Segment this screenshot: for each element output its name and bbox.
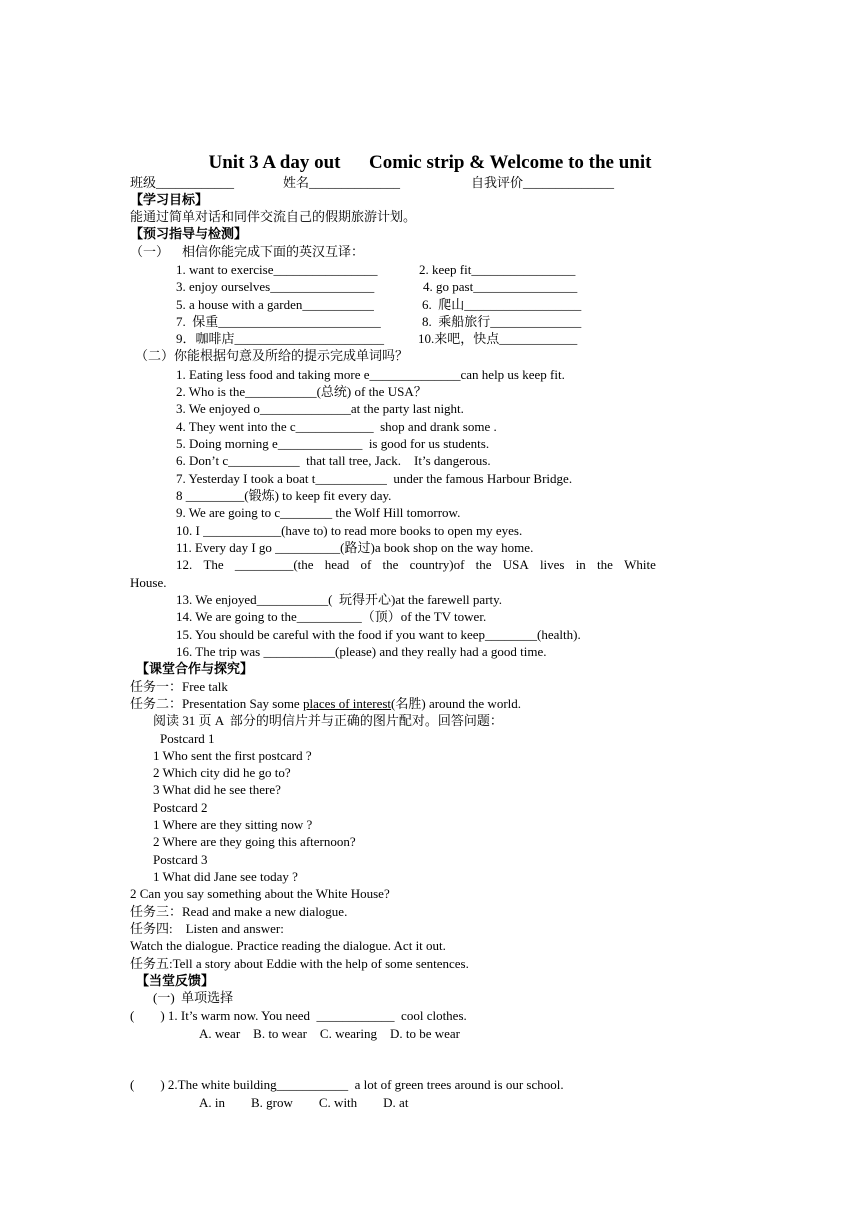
class-field-label: 班级____________ (130, 175, 235, 190)
word-item-15: 15. You should be careful with the food if you want to keep________(health). (176, 627, 581, 642)
translation-item-7: 7. 保重_________________________ (176, 314, 381, 329)
word-item-12 (176, 556, 656, 573)
word-item-12-continued: House. (130, 575, 167, 590)
feedback-heading: 【当堂反馈】 (136, 973, 215, 988)
translation-item-8: 8. 乘船旅行______________ (422, 314, 582, 329)
task-2-text: 任务二：Presentation Say some (130, 696, 303, 711)
task-5: 任务五:Tell a story about Eddie with the help of some sentences. (130, 956, 469, 971)
postcard-2-question-2: 2 Where are they going this afternoon? (153, 834, 356, 849)
preview-heading: 【预习指导与检测】 (130, 226, 248, 241)
word-item-9: 9. We are going to c________ the Wolf Hill tomorrow. (176, 505, 461, 520)
coop-heading: 【课堂合作与探究】 (136, 661, 254, 676)
task-1: 任务一：Free talk (130, 679, 228, 694)
postcard-1-question-2: 2 Which city did he go to? (153, 765, 291, 780)
question-1-options: A. wear B. to wear C. wearing D. to be wear (199, 1026, 461, 1041)
word-item-3: 3. We enjoyed o______________at the party last night. (176, 401, 464, 416)
task-2 (130, 695, 521, 712)
part1-heading: （一） 相信你能完成下面的英汉互译： (130, 244, 365, 259)
word-item-1: 1. Eating less food and taking more e______________can help us keep fit. (176, 367, 565, 382)
places-of-interest-term: places of interest (302, 696, 392, 711)
word-item-13: 13. We enjoyed___________( 玩得开心)at the farewell party. (176, 592, 503, 607)
question-2-options: A. in B. grow C. with D. at (199, 1095, 409, 1110)
goals-text: 能通过简单对话和同伴交流自己的假期旅游计划。 (130, 209, 417, 224)
reading-instruction: 阅读 31 页 A 部分的明信片并与正确的图片配对。回答问题： (153, 713, 503, 728)
translation-item-2: 2. keep fit________________ (419, 262, 576, 277)
postcard-3-question-2: 2 Can you say something about the White House? (130, 886, 390, 901)
word-item-12-part: USA (502, 557, 529, 572)
translation-item-10: 10.来吧，快点____________ (418, 331, 578, 346)
word-item-12-part: 12. (176, 557, 193, 572)
postcard-3-question-1: 1 What did Jane see today ? (153, 869, 298, 884)
postcard-3-label: Postcard 3 (153, 852, 208, 867)
word-item-12-part: White (624, 557, 656, 572)
postcard-2-label: Postcard 2 (153, 800, 208, 815)
task-2-text-end: (名胜) around the world. (391, 696, 522, 711)
word-item-2: 2. Who is the___________(总统) of the USA？ (176, 384, 427, 399)
word-item-16: 16. The trip was ___________(please) and they really had a good time. (176, 644, 547, 659)
postcard-1-question-1: 1 Who sent the first postcard ? (153, 748, 312, 763)
word-item-4: 4. They went into the c____________ shop and drank some . (176, 419, 497, 434)
question-2: ( ) 2.The white building___________ a lot of green trees around is our school. (130, 1077, 564, 1092)
word-item-6: 6. Don’t c___________ that tall tree, Jack. It’s dangerous. (176, 453, 491, 468)
word-item-12-part: of (360, 557, 372, 572)
task-4: 任务四: Listen and answer: (130, 921, 284, 936)
translation-item-9: 9．咖啡店_______________________ (176, 331, 385, 346)
word-item-12-part: The (203, 557, 224, 572)
task-4-text: Watch the dialogue. Practice reading the dialogue. Act it out. (130, 938, 446, 953)
goals-heading: 【学习目标】 (130, 192, 209, 207)
postcard-1-label: Postcard 1 (160, 731, 215, 746)
self-eval-label: 自我评价______________ (471, 175, 615, 190)
word-item-12-part: the (382, 557, 399, 572)
translation-item-6: 6. 爬山__________________ (422, 297, 582, 312)
translation-item-5: 5. a house with a garden___________ (176, 297, 374, 312)
word-item-12-part: lives (539, 557, 565, 572)
translation-item-4: 4. go past________________ (423, 279, 578, 294)
word-item-12-part: _________(the (234, 557, 314, 572)
word-item-8: 8 _________(锻炼) to keep fit every day. (176, 488, 392, 503)
word-item-14: 14. We are going to the__________（顶）of the TV tower. (176, 609, 487, 624)
word-item-7: 7. Yesterday I took a boat t___________ under the famous Harbour Bridge. (176, 471, 573, 486)
word-item-10: 10. I ____________(have to) to read more books to open my eyes. (176, 523, 523, 538)
word-item-11: 11. Every day I go __________(路过)a book shop on the way home. (176, 540, 534, 555)
question-1: ( ) 1. It’s warm now. You need ____________ cool clothes. (130, 1008, 467, 1023)
page-title: Unit 3 A day out Comic strip & Welcome to the unit (208, 152, 652, 173)
word-item-12-part: head (324, 557, 350, 572)
word-item-12-part: country)of (409, 557, 465, 572)
translation-item-3: 3. enjoy ourselves________________ (176, 279, 375, 294)
postcard-1-question-3: 3 What did he see there? (153, 782, 281, 797)
part2-heading: （二）你能根据句意及所给的提示完成单词吗？ (135, 348, 409, 363)
word-item-12-part: the (597, 557, 613, 572)
postcard-2-question-1: 1 Where are they sitting now ? (153, 817, 313, 832)
name-field-label: 姓名______________ (283, 175, 401, 190)
task-3: 任务三：Read and make a new dialogue. (130, 904, 348, 919)
word-item-12-part: in (575, 557, 586, 572)
word-item-5: 5. Doing morning e_____________ is good for us students. (176, 436, 490, 451)
translation-item-1: 1. want to exercise________________ (176, 262, 378, 277)
word-item-12-part: the (475, 557, 492, 572)
multiple-choice-heading: (一) 单项选择 (153, 990, 234, 1005)
